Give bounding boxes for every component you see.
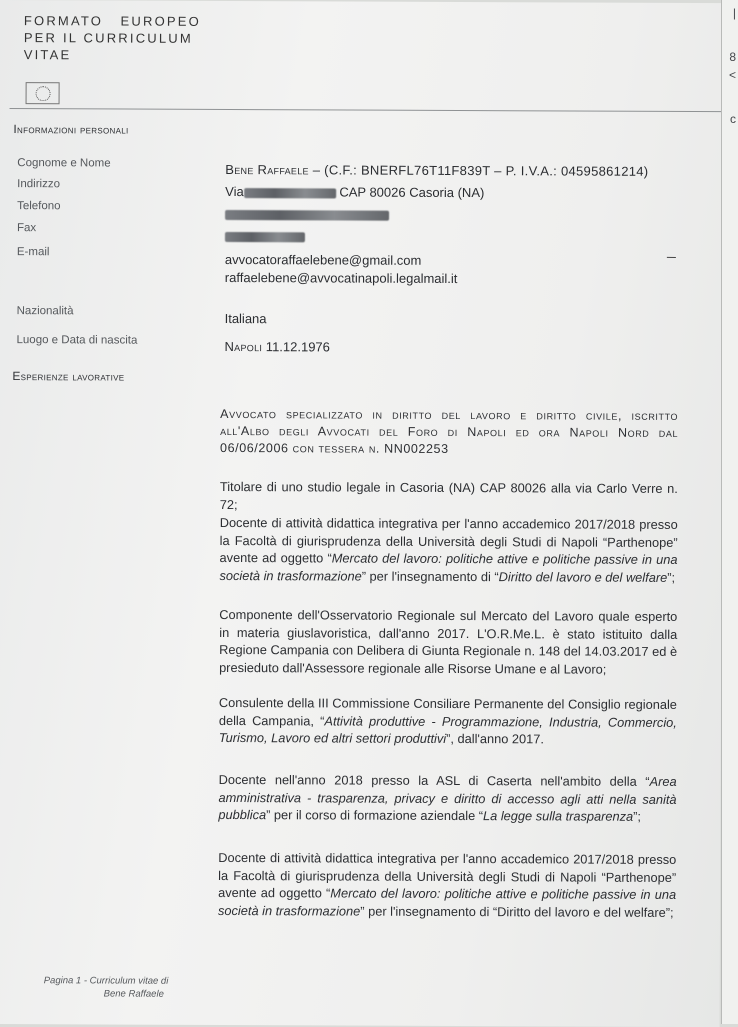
redacted-fax [225,232,305,242]
edge-mark: c [730,112,736,126]
email-label: E-mail [16,246,50,259]
edge-mark: | [732,6,736,20]
italic-text: Mercato del lavoro: politiche attive e politiche passive in una società in trasformazione [219,550,678,584]
italic-text: Attività produttive - Programmazione, Industria, Commercio, Turismo, Lavoro ed altri settori produttivi [218,712,677,746]
email-value-2: raffaelebene@avvocatinapoli.legalmail.it [224,269,458,286]
name-text: Bene Raffaele – (C.F.: BNERFL76T11F839T – P. I.V.A.: 04595861214) [225,161,649,179]
nationality-value: Italiana [224,310,267,327]
text-run: Docente di attività didattica integrativa per l'anno accademico 2017/2018 presso la Facoltà di giurisprudenza della Università degli Studi di Napoli “Parthenope” avente ad oggetto “ [218,849,677,901]
edge-mark: < [728,68,736,82]
birth-label: Luogo e Data di nascita [16,334,138,347]
address-label: Indirizzo [17,178,61,191]
address-value [225,184,484,200]
dash-mark [667,257,676,258]
name-value [225,162,648,179]
experience-item [219,694,677,748]
experience-item [219,514,677,586]
birth-value [224,339,330,354]
footer-line-1: Pagina 1 - Curriculum vitae di [43,975,169,987]
header-line-3: VITAE [23,47,72,63]
text-run: Docente nell'anno 2018 presso la ASL di Caserta nell'ambito della “ [218,771,650,789]
name-label: Cognome e Nome [17,157,111,170]
birth-place: Napoli [224,338,263,355]
email-value-1: avvocatoraffaelebene@gmail.com [224,251,422,268]
document-header [24,12,201,64]
experience-item [220,478,678,515]
fax-value [225,228,305,243]
header-line-1: FORMATO EUROPEO [23,13,201,29]
birth-date: 11.12.1976 [265,339,330,355]
italic-text: Diritto del lavoro e del welfare [498,568,668,585]
fax-label: Fax [16,222,37,235]
italic-text: Area amministrativa - trasparenza, privacy e diritto di accesso agli atti nella sanità pubblica [218,773,677,823]
redacted-street [244,188,336,198]
experience-item [218,849,676,921]
adjacent-page-edge [721,0,738,1024]
text-run: ” per l'insegnamento di “ [361,568,499,584]
phone-value [225,206,389,222]
text-run: ”; [667,569,676,585]
address-suffix: CAP 80026 Casoria (NA) [339,184,485,201]
header-line-2: PER IL CURRICULUM [23,30,193,46]
experience-intro: Avvocato specializzato in diritto del lavoro e diritto civile, iscritto all'Albo degli Avvocati del Foro di Napoli ed ora Napoli Nord dal 06/06/2006 con tessera n. NN002253 [220,406,679,456]
address-prefix: Via [225,183,244,200]
section-work-experience: Esperienze lavorative [12,369,125,384]
footer-line-2: Bene Raffaele [103,988,164,1000]
text-run: Componente dell'Osservatorio Regionale sul Mercato del Lavoro quale esperto in materia giuslavoristica, dall'anno 2017. L'O.R.Me.L. è stato istituito dalla Regione Campania con Delibera di Giunta Regionale n. 148 del 14.03.2017 ed è presieduto dall'Assessore regionale alle Risorse Umane e al Lavoro; [219,606,678,677]
text-run: ”, dall'anno 2017. [446,730,544,747]
edge-mark: 8 [729,50,736,64]
header-divider [10,108,724,112]
text-run: ” per il corso di formazione aziendale “ [266,807,484,824]
phone-label: Telefono [17,200,61,213]
section-personal-info: Informazioni personali [13,122,129,137]
text-run: Docente di attività didattica integrativa per l'anno accademico 2017/2018 presso la Facoltà di giurisprudenza della Università degli Studi di Napoli “Parthenope” avente ad oggetto “ [219,514,678,566]
nationality-label: Nazionalità [16,305,74,318]
page-footer [44,974,169,1001]
italic-text: Mercato del lavoro: politiche attive e politiche passive in una società in trasformazione [217,885,677,919]
eu-flag-icon [26,82,60,104]
text-run: ” per l'insegnamento di “Diritto del lavoro e del welfare”; [360,903,674,920]
experience-item [218,771,676,825]
experience-item [219,606,677,678]
text-run: Titolare di uno studio legale in Casoria (NA) CAP 80026 alla via Carlo Verre n. 72; [219,478,678,512]
redacted-phone [225,210,389,221]
text-run: ”; [633,808,642,824]
italic-text: La legge sulla trasparenza [483,808,634,824]
text-run: Consulente della III Commissione Consiliare Permanente del Consiglio regionale della Campania, “ [218,694,677,728]
